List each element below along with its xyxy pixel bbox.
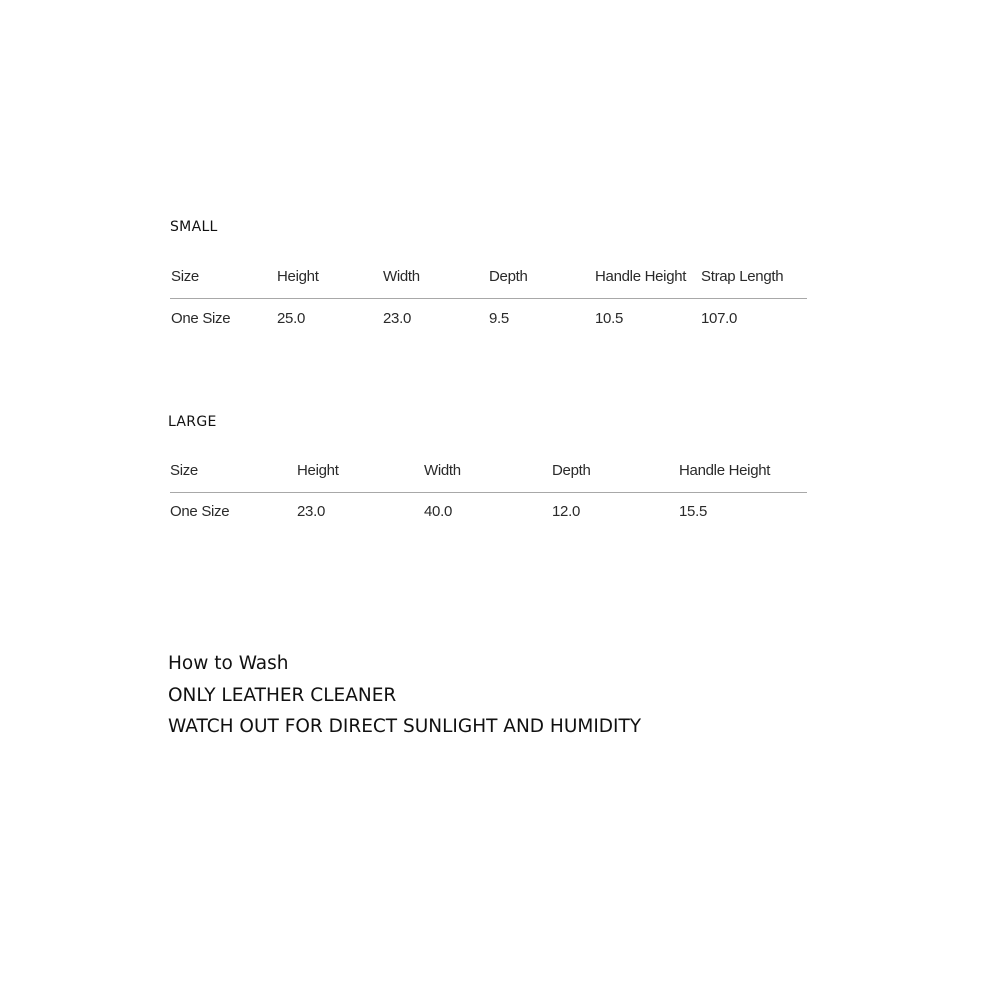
header-width: Width	[424, 462, 461, 479]
table-header-row	[170, 268, 807, 290]
header-height: Height	[297, 462, 339, 479]
small-size-table	[170, 268, 807, 332]
header-width: Width	[383, 268, 420, 285]
cell-height: 23.0	[297, 503, 325, 520]
header-height: Height	[277, 268, 319, 285]
table-header-row	[170, 462, 807, 484]
header-strap-length: Strap Length	[701, 268, 784, 285]
cell-handle-height: 10.5	[595, 310, 623, 327]
header-size: Size	[171, 268, 199, 285]
table-divider	[170, 298, 807, 299]
header-depth: Depth	[489, 268, 528, 285]
large-size-table	[170, 462, 807, 525]
cell-handle-height: 15.5	[679, 503, 707, 520]
table-row	[170, 310, 807, 332]
header-depth: Depth	[552, 462, 591, 479]
care-line-cleaner: ONLY LEATHER CLEANER	[168, 684, 397, 706]
table-divider	[170, 492, 807, 493]
cell-size: One Size	[171, 310, 231, 327]
cell-width: 40.0	[424, 503, 452, 520]
header-handle-height: Handle Height	[679, 462, 771, 479]
care-instructions	[168, 648, 641, 743]
cell-size: One Size	[170, 503, 230, 520]
table-row	[170, 503, 807, 525]
cell-width: 23.0	[383, 310, 411, 327]
cell-strap-length: 107.0	[701, 310, 738, 327]
cell-height: 25.0	[277, 310, 305, 327]
cell-depth: 12.0	[552, 503, 580, 520]
care-line-sunlight: WATCH OUT FOR DIRECT SUNLIGHT AND HUMIDITY	[168, 716, 642, 737]
cell-depth: 9.5	[489, 310, 509, 327]
header-size: Size	[170, 462, 198, 479]
small-section-label: SMALL	[170, 219, 218, 235]
header-handle-height: Handle Height	[595, 268, 687, 285]
care-title: How to Wash	[168, 653, 289, 674]
large-section-label: LARGE	[168, 414, 217, 430]
